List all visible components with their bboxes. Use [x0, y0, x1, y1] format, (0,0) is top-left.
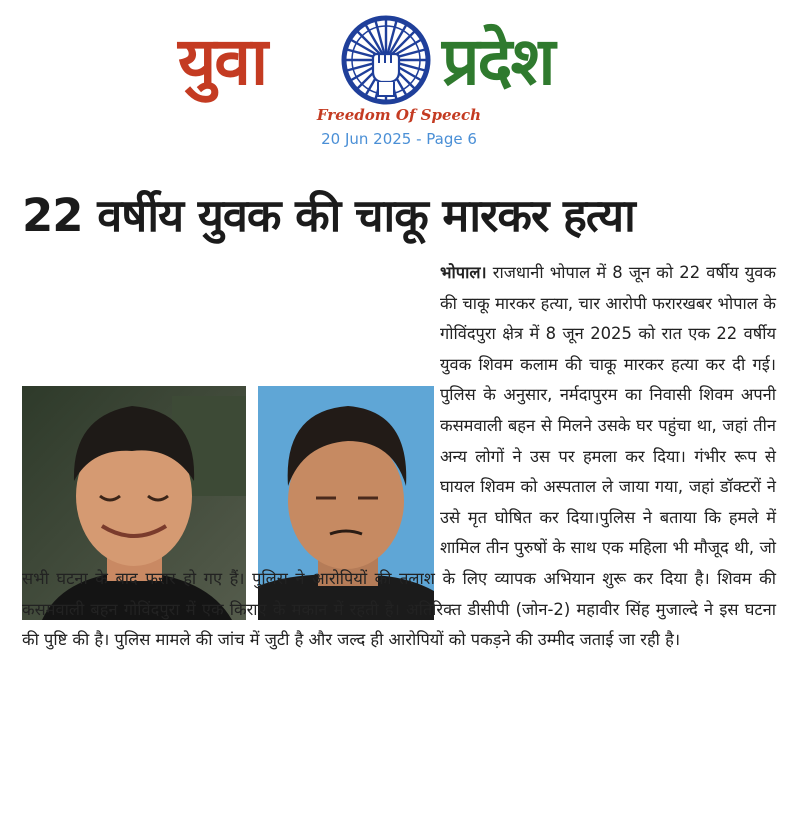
- article-text: राजधानी भोपाल में 8 जून को 22 वर्षीय युवक की चाकू मारकर हत्या, चार आरोपी फरारखबर भोपाल के गोविंदपुरा क्षेत्र में 8 जून 2025 को रात एक 22 वर्षीय युवक शिवम कलाम की चाकू मारकर हत्या कर दी गई। पुलिस के अनुसार, नर्मदापुरम का निवासी शिवम अपनी कसमवाली बहन से मिलने उसके घर पहुंचा था, जहां तीन अन्य लोगों ने उस पर हमला कर दिया। गंभीर रूप से घायल शिवम को अस्पताल ले जाया गया, जहां डॉक्टरों ने उसे मृत घोषित कर दिया।पुलिस ने बताया कि हमले में शामिल तीन पुरुषों के साथ एक महिला भी मौजूद थी, जो सभी घटना के बाद फरार हो गए हैं। पुलिस ने आरोपियों की तलाश के लिए व्यापक अभियान शुरू कर दिया है। शिवम की कसमवाली बहन गोविंदपुरा में एक किराए के मकान में रहती है। अतिरिक्त डीसीपी (जोन-2) महावीर सिंह मुजाल्दे ने इस घटना की पुष्टि की है। पुलिस मामले की जांच में जुटी है और जल्द ही आरोपियों को पकड़ने की उम्मीद जताई जा रही है।: [22, 263, 776, 650]
- article-body: [22, 258, 776, 656]
- tagline: Freedom Of Speech: [316, 106, 482, 124]
- masthead: [0, 0, 798, 160]
- ashoka-chakra-fist-icon: [340, 14, 432, 106]
- brand-name-right: प्रदेश: [442, 22, 554, 100]
- article-location: भोपाल।: [440, 263, 487, 282]
- headline: 22 वर्षीय युवक की चाकू मारकर हत्या: [22, 189, 635, 242]
- brand-name-left: युवा: [178, 22, 267, 100]
- photo-float-space: [22, 266, 440, 542]
- date-page: 20 Jun 2025 - Page 6: [321, 130, 477, 148]
